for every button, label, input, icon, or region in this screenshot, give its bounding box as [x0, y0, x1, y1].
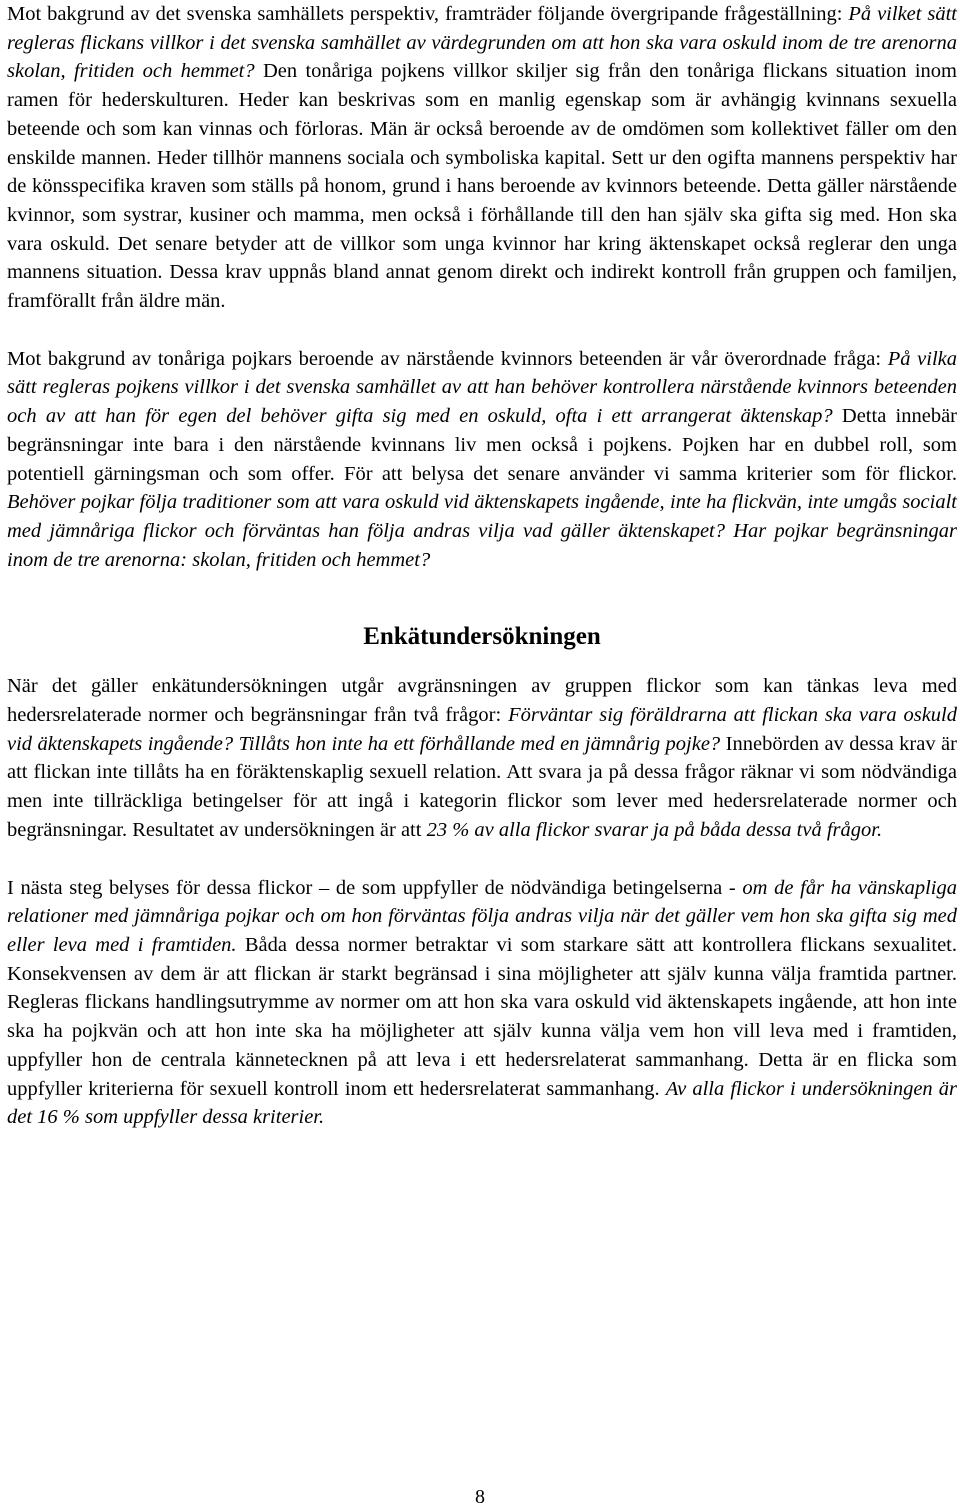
text-segment: Mot bakgrund av tonåriga pojkars beroende av närstående kvinnors beteenden är vår överordnade fråga: — [7, 347, 888, 370]
italic-text-segment: om de får ha vänskapliga relationer med jämnåriga pojkar och om hon förväntas följa andras vilja när det gäller vem hon ska gifta sig med eller leva med i framtiden. — [7, 876, 957, 956]
page-number: 8 — [475, 1486, 485, 1508]
paragraph-3 — [7, 672, 957, 844]
italic-text-segment: På vilket sätt regleras flickans villkor i det svenska samhället av värdegrunden om att hon ska vara oskuld inom de tre arenorna skolan, fritiden och hemmet? — [7, 3, 957, 83]
text-segment: I nästa steg belyses för dessa flickor – de som uppfyller de nödvändiga betingelserna - — [7, 876, 743, 899]
text-segment: Mot bakgrund av det svenska samhällets perspektiv, framträder följande övergripande frågeställning: — [7, 3, 849, 25]
italic-text-segment: Behöver pojkar följa traditioner som att vara oskuld vid äktenskapets ingående, inte ha flickvän, inte umgås socialt med jämnåriga flickor och förväntas han följa andras vilja vad gäller äktenskapet? Har pojkar begränsningar inom de tre arenorna: skolan, fritiden och hemmet? — [7, 491, 957, 571]
paragraph-2 — [7, 345, 957, 575]
italic-text-segment: På vilka sätt regleras pojkens villkor i det svenska samhället av att han behöver kontrollera närstående kvinnors beteenden och av att han för egen del behöver gifta sig med en oskuld, ofta i ett arrangerat äktenskap? — [7, 347, 957, 428]
paragraph-4 — [7, 874, 957, 1132]
text-segment: Innebörden av dessa krav är att flickan inte tillåts ha en föräktenskaplig sexuell relation. Att svara ja på dessa frågor räknar vi som nödvändiga men inte tillräckliga betingelser för att ingå i kategorin flickor som lever med hedersrelaterade normer och begränsningar. Resultatet av undersökningen är att — [7, 732, 957, 841]
italic-text-segment: Av alla flickor i undersökningen är det 16 % som uppfyller dessa kriterier. — [7, 1077, 958, 1129]
italic-text-segment: 23 % av alla flickor svarar ja på båda dessa två frågor. — [426, 818, 883, 841]
section-heading: Enkätundersökningen — [363, 623, 601, 651]
paragraph-1 — [7, 0, 957, 316]
text-segment: När det gäller enkätundersökningen utgår avgränsningen av gruppen flickor som kan tänkas leva med hedersrelaterade normer och begränsningar från två frågor: — [7, 675, 957, 727]
document-page — [7, 0, 957, 1132]
text-segment: Båda dessa normer betraktar vi som starkare sätt att kontrollera flickans sexualitet. Konsekvensen av dem är att flickan är starkt begränsad i sina möjligheter att själv kunna välja framtida partner. Regleras flickans handlingsutrymme av normer om att hon ska vara oskuld vid äktenskapets ingående, att hon inte ska ha pojkvän och att hon inte ska ha möjligheter att själv kunna välja vem hon vill leva med i framtiden, uppfyller hon de centrala kännetecknen på att leva i ett hedersrelaterat sammanhang. Detta är en flicka som uppfyller kriterierna för sexuell kontroll inom ett hedersrelaterat sammanhang. — [7, 933, 957, 1100]
text-segment: Detta innebär begränsningar inte bara i den närstående kvinnans liv men också i pojkens. Pojken har en dubbel roll, som potentiell gärningsman och som offer. För att belysa det senare använder vi samma kriterier som för flickor. — [7, 405, 957, 485]
text-segment: Den tonåriga pojkens villkor skiljer sig från den tonåriga flickans situation inom ramen för hederskulturen. Heder kan beskrivas som en manlig egenskap som är avhängig kvinnans sexuella beteende och som kan vinnas och förloras. Män är också beroende av de omdömen som kollektivet fäller om den enskilde mannen. Heder tillhör mannens sociala och symboliska kapital. Sett ur den ogifta mannens perspektiv har de könsspecifika kraven som ställs på honom, grund i hans beroende av kvinnors beteende. Detta gäller närstående kvinnor, som systrar, kusiner och mamma, men också i förhållande till den han själv ska gifta sig med. Hon ska vara oskuld. Det senare betyder att de villkor som unga kvinnor har kring äktenskapet också reglerar den unga mannens situation. Dessa krav uppnås bland annat genom direkt och indirekt kontroll från gruppen och familjen, framförallt från äldre män. — [7, 60, 958, 313]
italic-text-segment: Förväntar sig föräldrarna att flickan ska vara oskuld vid äktenskapets ingående? Tillåts hon inte ha ett förhållande med en jämnårig pojke? — [7, 704, 957, 755]
